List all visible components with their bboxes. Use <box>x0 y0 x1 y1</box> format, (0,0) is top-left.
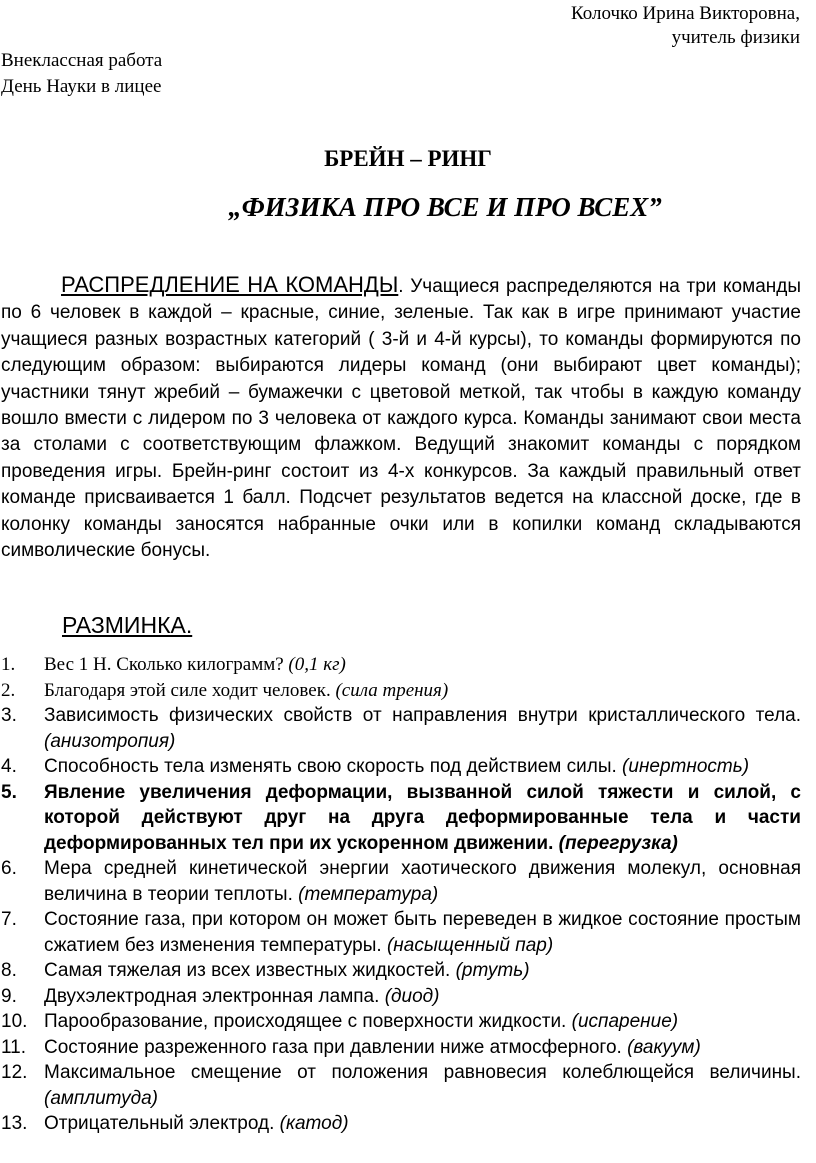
list-item <box>0 984 801 1010</box>
list-item <box>0 856 801 907</box>
event-type: Внеклассная работа <box>1 50 163 71</box>
intro-text: . Учащиеся распределяются на три команды по 6 человек в каждой – красные, синие, зеленые. Так как в игре принимают участие учащиеся разных возрастных категорий ( 3-й и 4-й курсы), то команды формируются по следующим образом: выбираются лидеры команд (они выбирают цвет команды); участники тянут жребий – бумажечки с цветовой меткой, так чтобы в каждую команду вошло вмести с лидером по 3 человека от каждого курса. Команды занимают свои места за столами с соответствующим флажком. Ведущий знакомит команды с порядком проведения игры. Брейн-ринг состоит из 4-х конкурсов. За каждый правильный ответ команде присваивается 1 балл. Подсчет результатов ведется на классной доске, где в колонку команды заносятся набранные очки или в копилки команд складываются символические бонусы. <box>1 276 801 562</box>
question-number: 4. <box>1 756 17 777</box>
list-item <box>0 780 801 857</box>
author-role: учитель физики <box>671 27 800 48</box>
author-block <box>571 2 800 50</box>
question-answer: (перегрузка) <box>558 832 678 854</box>
warmup-heading: РАЗМИНКА. <box>62 612 193 638</box>
question-number: 8. <box>1 960 17 981</box>
question-answer: (анизотропия) <box>44 730 176 752</box>
question-answer: (ртуть) <box>455 960 530 981</box>
question-answer: (инертность) <box>622 756 750 777</box>
question-answer: (испарение) <box>571 1011 679 1032</box>
question-number: 10. <box>1 1011 28 1032</box>
question-answer: (диод) <box>384 985 440 1007</box>
question-text: Мера средней кинетической энергии хаотического движения молекул, основная величина в теории теплоты. <box>44 858 801 905</box>
question-text: Отрицательный электрод. <box>44 1113 280 1134</box>
question-number: 11. <box>1 1036 27 1058</box>
question-number: 1. <box>1 654 16 675</box>
question-text: Благодаря этой силе ходит человек. <box>44 679 336 701</box>
question-answer: (температура) <box>298 883 439 905</box>
list-item <box>0 1009 801 1035</box>
question-text: Вес 1 Н. Сколько килограмм? <box>44 654 289 675</box>
intro-section <box>1 272 801 564</box>
question-number: 6. <box>1 858 17 879</box>
list-item <box>0 1035 801 1061</box>
page-subtitle: „ФИЗИКА ПРО ВСЕ И ПРО ВСЕХ” <box>228 192 662 222</box>
event-info <box>1 48 162 100</box>
question-text: Самая тяжелая из всех известных жидкостей. <box>44 960 456 981</box>
intro-heading: РАСПРЕДЛЕНИЕ НА КОМАНДЫ <box>61 272 399 297</box>
question-number: 5. <box>1 781 17 803</box>
question-answer: (амплитуда) <box>44 1087 158 1109</box>
list-item <box>0 703 801 754</box>
list-item <box>0 958 801 984</box>
question-text: Состояние газа, при котором он может быть переведен в жидкое состояние простым сжатием без изменения температуры. <box>44 909 801 956</box>
question-answer: (вакуум) <box>627 1036 701 1058</box>
question-number: 3. <box>1 705 17 726</box>
question-answer: (0,1 кг) <box>288 654 346 675</box>
question-answer: (катод) <box>279 1113 349 1134</box>
question-text: Явление увеличения деформации, вызванной силой тяжести и силой, с которой действуют друг на друга деформированные тела и части деформированных тел при их ускоренном движении. <box>44 781 801 854</box>
list-item <box>0 1060 801 1111</box>
question-number: 7. <box>1 909 17 930</box>
question-text: Двухэлектродная электронная лампа. <box>44 985 385 1007</box>
question-number: 2. <box>1 679 16 701</box>
question-number: 13. <box>1 1113 28 1134</box>
list-item <box>0 907 801 958</box>
event-name: День Науки в лицее <box>1 76 162 97</box>
question-text: Парообразование, происходящее с поверхности жидкости. <box>44 1011 572 1032</box>
list-item <box>0 678 801 704</box>
page-title: БРЕЙН – РИНГ <box>324 146 492 171</box>
question-number: 12. <box>1 1062 28 1083</box>
question-text: Способность тела изменять свою скорость под действием силы. <box>44 756 623 777</box>
list-item <box>0 754 801 780</box>
question-number: 9. <box>1 985 17 1007</box>
intro-paragraph <box>1 272 801 564</box>
question-answer: (насыщенный пар) <box>386 934 554 956</box>
question-answer: (сила трения) <box>335 679 449 701</box>
author-name: Колочко Ирина Викторовна, <box>571 3 800 24</box>
list-item <box>0 652 801 678</box>
question-text: Максимальное смещение от положения равновесия колеблющейся величины. <box>44 1062 801 1083</box>
question-text: Зависимость физических свойств от направления внутри кристаллического тела. <box>44 705 801 726</box>
question-text: Состояние разреженного газа при давлении ниже атмосферного. <box>44 1036 628 1058</box>
list-item <box>0 1111 801 1137</box>
question-list <box>0 652 816 1137</box>
